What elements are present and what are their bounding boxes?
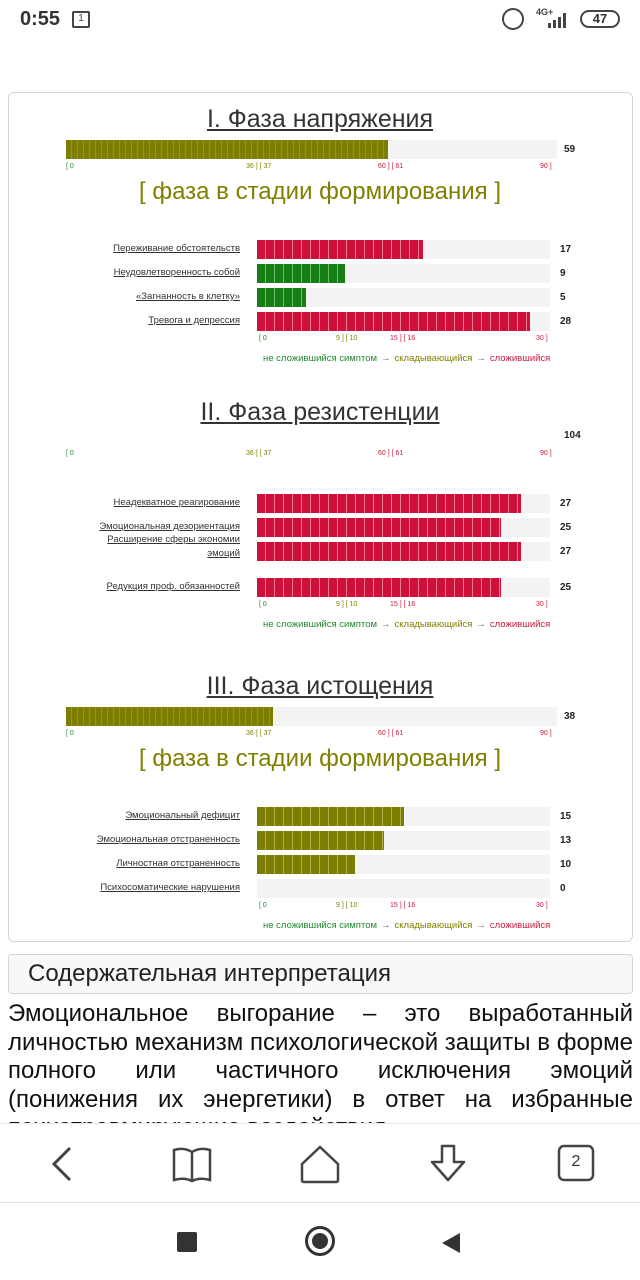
phase-scale-ticks xyxy=(0,730,640,740)
symptom-bar xyxy=(257,807,550,826)
scale-tick: 15 ] [ 16 xyxy=(390,335,416,342)
symptom-score: 27 xyxy=(560,498,572,509)
legend-item: сложившийся xyxy=(489,619,551,630)
symptom-score: 25 xyxy=(560,582,572,593)
symptom-bar-fill xyxy=(257,264,345,283)
symptom-score: 27 xyxy=(560,546,572,557)
symptom-bar-fill xyxy=(257,288,306,307)
download-icon xyxy=(426,1142,470,1186)
symptom-bar-fill xyxy=(257,831,384,850)
scale-tick: 36 ] [ 37 xyxy=(246,730,272,737)
network-type: 4G+ xyxy=(536,7,554,17)
symptom-label[interactable]: Личностная отстраненность xyxy=(116,858,240,869)
legend-item: → xyxy=(381,619,391,630)
legend-item: складывающийся xyxy=(394,353,473,364)
scale-tick: 9 ] [ 10 xyxy=(336,601,358,608)
home-circle-icon[interactable] xyxy=(305,1226,335,1256)
clock: 0:55 xyxy=(20,8,61,30)
symptom-score: 9 xyxy=(560,268,566,279)
symptom-bar xyxy=(257,518,550,537)
symptom-score: 10 xyxy=(560,859,572,870)
phase-score-bar xyxy=(66,707,557,726)
interpretation-heading[interactable]: Содержательная интерпретация xyxy=(8,954,633,994)
scale-tick: 9 ] [ 10 xyxy=(336,902,358,909)
symptom-bar xyxy=(257,288,550,307)
symptom-label[interactable]: Расширение сферы экономии эмоций xyxy=(107,534,240,559)
legend-item: → xyxy=(381,920,391,931)
legend-item: складывающийся xyxy=(394,920,473,931)
scale-tick: 30 ] xyxy=(536,902,548,909)
symptom-label[interactable]: «Загнанность в клетку» xyxy=(136,291,240,302)
interpretation-text: Эмоциональное выгорание – это выработанный личностью механизм психологической защиты в форме полного или частичного исключения эмоций (понижения их энергетики) в ответ на избранные xyxy=(8,1000,633,1113)
scale-tick: 30 ] xyxy=(536,601,548,608)
scale-tick: 90 ] xyxy=(540,450,552,457)
scale-tick: 36 ] [ 37 xyxy=(246,163,272,170)
symptom-bar-fill xyxy=(257,312,530,331)
scale-tick: [ 0 xyxy=(66,163,74,170)
back-triangle-icon[interactable] xyxy=(440,1231,462,1255)
symptom-score: 5 xyxy=(560,292,566,303)
symptom-bar-fill xyxy=(257,855,355,874)
phase-title: I. Фаза напряжения xyxy=(206,105,434,133)
scale-tick: [ 0 xyxy=(66,450,74,457)
phase-score-fill xyxy=(66,140,388,159)
battery-icon: 47 xyxy=(580,10,620,28)
phase-score: 104 xyxy=(564,430,581,441)
phase-score: 38 xyxy=(564,711,576,722)
symptom-bar xyxy=(257,855,550,874)
signal-icon xyxy=(548,12,570,28)
symptom-legend xyxy=(263,353,550,364)
scale-tick: [ 0 xyxy=(259,335,267,342)
symptom-label[interactable]: Редукция проф. обязанностей xyxy=(106,581,240,592)
scale-tick: 60 ] [ 61 xyxy=(378,730,404,737)
symptom-bar-fill xyxy=(257,542,521,561)
scale-tick: 90 ] xyxy=(540,730,552,737)
back-icon xyxy=(42,1142,86,1186)
home-icon xyxy=(298,1142,342,1186)
recents-icon[interactable] xyxy=(177,1232,197,1252)
phase-scale-ticks xyxy=(0,163,640,173)
scale-tick: 15 ] [ 16 xyxy=(390,601,416,608)
symptom-score: 28 xyxy=(560,316,572,327)
status-bar xyxy=(0,0,640,40)
symptom-label[interactable]: Переживание обстоятельств xyxy=(113,243,240,254)
browser-toolbar xyxy=(0,1123,640,1203)
scale-tick: [ 0 xyxy=(259,902,267,909)
back-button[interactable] xyxy=(42,1142,86,1186)
phase-score-bar xyxy=(66,140,557,159)
symptom-legend xyxy=(263,920,550,931)
symptom-legend xyxy=(263,619,550,630)
scale-tick: [ 0 xyxy=(259,601,267,608)
book-icon xyxy=(170,1142,214,1186)
legend-item: → xyxy=(381,353,391,364)
symptom-bar xyxy=(257,831,550,850)
legend-item: не сложившийся симптом xyxy=(263,920,378,931)
scale-tick: 36 ] [ 37 xyxy=(246,450,272,457)
symptom-score: 0 xyxy=(560,883,566,894)
legend-item: не сложившийся симптом xyxy=(263,619,378,630)
legend-item: сложившийся xyxy=(489,920,551,931)
symptom-bar-fill xyxy=(257,578,501,597)
symptom-label[interactable]: Неадекватное реагирование xyxy=(113,497,240,508)
sim-icon: 1 xyxy=(72,11,90,28)
phase-title: III. Фаза истощения xyxy=(206,672,434,700)
symptom-bar xyxy=(257,542,550,561)
system-nav-bar xyxy=(0,1204,640,1280)
symptom-label[interactable]: Эмоциональная дезориентация xyxy=(99,521,240,532)
legend-item: → xyxy=(476,619,486,630)
symptom-bar-fill xyxy=(257,807,404,826)
symptom-score: 17 xyxy=(560,244,572,255)
download-button[interactable] xyxy=(426,1142,470,1186)
tabs-button[interactable] xyxy=(555,1142,599,1186)
symptom-score: 25 xyxy=(560,522,572,533)
phase-stage-text: [ фаза в стадии формирования ] xyxy=(138,178,501,205)
symptom-score: 13 xyxy=(560,835,572,846)
symptom-label[interactable]: Психосоматические нарушения xyxy=(100,882,240,893)
phase-scale-ticks xyxy=(0,450,640,460)
bookmarks-button[interactable] xyxy=(170,1142,214,1186)
phase-score: 59 xyxy=(564,144,576,155)
symptom-label[interactable]: Тревога и депрессия xyxy=(148,315,240,326)
scale-tick: 9 ] [ 10 xyxy=(336,335,358,342)
symptom-scale-ticks xyxy=(0,902,640,912)
symptom-bar xyxy=(257,879,550,898)
symptom-label[interactable]: Неудовлетворенность собой xyxy=(113,267,240,278)
symptom-bar xyxy=(257,264,550,283)
legend-item: → xyxy=(476,353,486,364)
home-button[interactable] xyxy=(298,1142,342,1186)
symptom-bar xyxy=(257,312,550,331)
symptom-bar xyxy=(257,240,550,259)
phase-score-fill xyxy=(66,707,273,726)
scale-tick: 15 ] [ 16 xyxy=(390,902,416,909)
symptom-scale-ticks xyxy=(0,601,640,611)
legend-item: не сложившийся симптом xyxy=(263,353,378,364)
legend-item: → xyxy=(476,920,486,931)
scale-tick: 90 ] xyxy=(540,163,552,170)
phase-stage-text: [ фаза в стадии формирования ] xyxy=(138,745,501,772)
symptom-scale-ticks xyxy=(0,335,640,345)
symptom-label[interactable]: Эмоциональная отстраненность xyxy=(96,834,240,845)
symptom-bar xyxy=(257,494,550,513)
symptom-label[interactable]: Эмоциональный дефицит xyxy=(125,810,240,821)
tabs-count: 2 xyxy=(571,1153,581,1170)
symptom-score: 15 xyxy=(560,811,572,822)
symptom-bar-fill xyxy=(257,494,521,513)
legend-item: сложившийся xyxy=(489,353,551,364)
phase-title: II. Фаза резистенции xyxy=(200,398,440,426)
alarm-icon xyxy=(502,8,524,30)
scale-tick: 60 ] [ 61 xyxy=(378,163,404,170)
scale-tick: 60 ] [ 61 xyxy=(378,450,404,457)
legend-item: складывающийся xyxy=(394,619,473,630)
scale-tick: [ 0 xyxy=(66,730,74,737)
scale-tick: 30 ] xyxy=(536,335,548,342)
symptom-bar-fill xyxy=(257,518,501,537)
symptom-bar xyxy=(257,578,550,597)
symptom-bar-fill xyxy=(257,240,423,259)
